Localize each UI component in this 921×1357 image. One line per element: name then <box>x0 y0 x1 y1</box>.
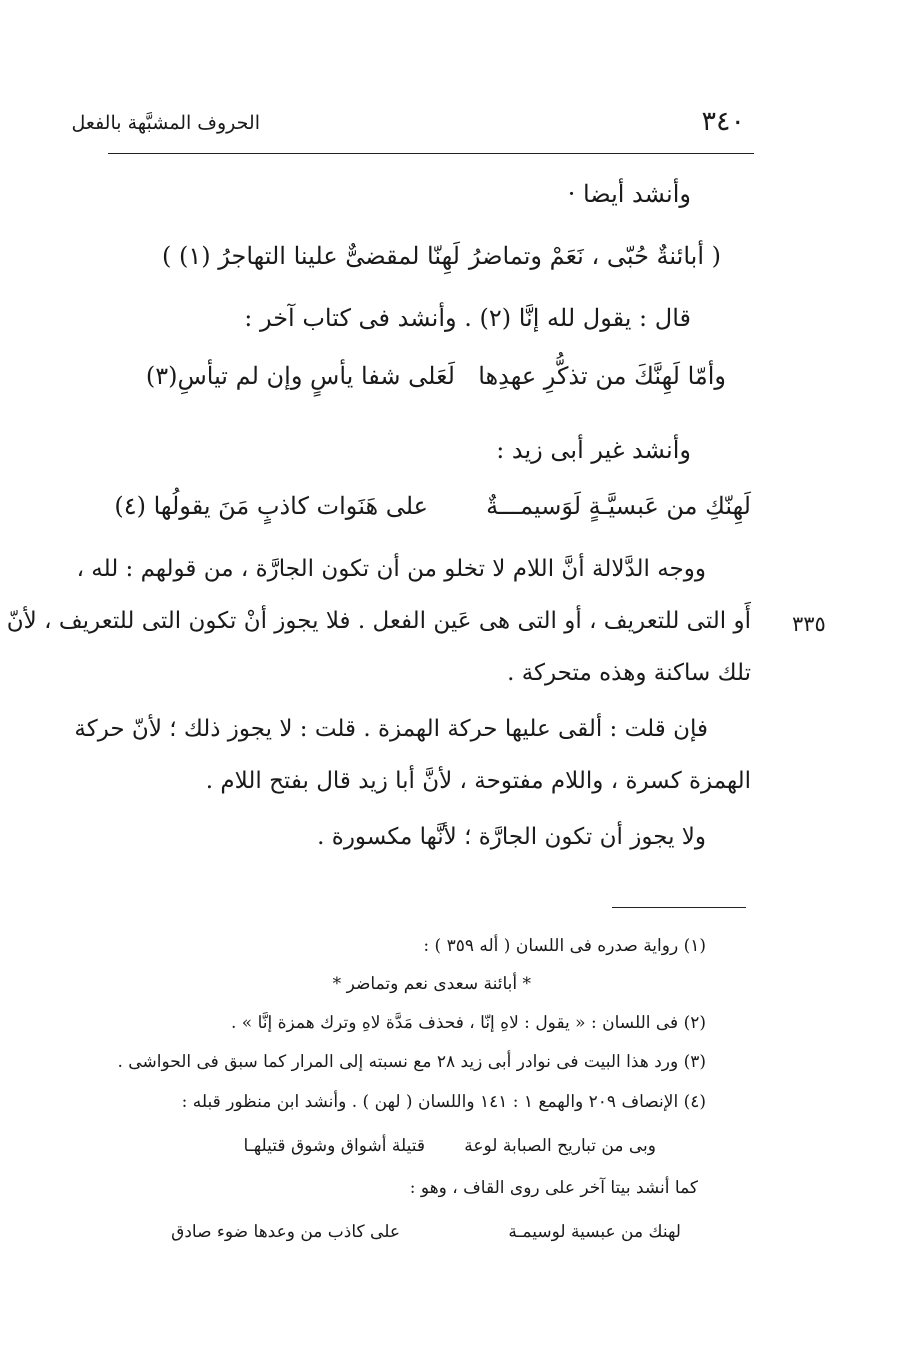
intro-line: وأنشد أيضا · <box>567 180 691 208</box>
paragraph2-line2: الهمزة كسرة ، واللام مفتوحة ، لأنَّ أبا زيد قال بفتح اللام . <box>205 768 751 794</box>
verse1-hemistich-left: لَهِنّا لمقضىٌّ علينا التهاجرُ (١) ) <box>162 242 460 270</box>
footnote-1-quote: * أبائنة سعدى نعم وتماضر * <box>332 974 531 994</box>
paragraph3: ولا يجوز أن تكون الجارَّة ؛ لأنَّها مكسورة . <box>317 824 706 850</box>
verse2-hemistich-left: لَعَلى شفا يأسٍ وإن لم تيأسِ(٣) <box>145 362 455 390</box>
footnote-2: (٢) فى اللسان : « يقول : لاهِ إنّا ، فحذف مَدَّة لاهِ وترك همزة إنَّا » . <box>230 1013 706 1033</box>
verse3-hemistich-right: لَهِنّكِ من عَبسيَّـةٍ لَوَسيمـــةٌ <box>486 492 751 520</box>
footnote-4-verse1-right: وبى من تباريح الصبابة لوعة <box>464 1136 656 1156</box>
paragraph1-line2: أَو التى للتعريف ، أو التى هى عَين الفعل . فلا يجوز أنْ تكون التى للتعريف ، لأنّ <box>6 608 751 634</box>
header-rule <box>108 153 754 154</box>
text-line-3: وأنشد غير أبى زيد : <box>496 436 691 464</box>
verse1-hemistich-right: ( أبائنةٌ حُبّى ، نَعَمْ وتماضرُ <box>468 242 721 270</box>
footnote-rule <box>612 907 746 908</box>
verse2-hemistich-right: وأمّا لَهِنَّكَ من تذكُّرِ عهدِها <box>478 362 726 390</box>
running-title: الحروف المشبَّهة بالفعل <box>71 112 260 134</box>
footnote-4-verse2-left: على كاذب من وعدها ضوء صادق <box>171 1222 400 1242</box>
margin-number: ٣٣٥ <box>792 612 826 636</box>
verse3-hemistich-left: على هَنَوات كاذبٍ مَنَ يقولُها (٤) <box>114 492 428 520</box>
footnote-4-verse2-right: لهنك من عبسية لوسيمـة <box>508 1222 681 1242</box>
paragraph1-line1: ووجه الدَّلالة أنَّ اللام لا تخلو من أن تكون الجارَّة ، من قولهم : لله ، <box>76 556 706 582</box>
page-number: ٣٤٠ <box>701 106 745 137</box>
footnote-1: (١) رواية صدره فى اللسان ( أله ٣٥٩ ) : <box>423 936 706 956</box>
text-line-2: قال : يقول لله إنَّا (٢) . وأنشد فى كتاب آخر : <box>244 304 691 332</box>
footnote-4: (٤) الإنصاف ٢٠٩ والهمع ١ : ١٤١ واللسان ( لهن ) . وأنشد ابن منظور قبله : <box>181 1092 706 1112</box>
footnote-4-verse1-left: قتيلة أشواق وشوق قتيلهـا <box>243 1136 425 1156</box>
paragraph1-line3: تلك ساكنة وهذه متحركة . <box>507 660 751 686</box>
footnote-4-line: كما أنشد بيتا آخر على روى القاف ، وهو : <box>409 1178 698 1198</box>
paragraph2-line1: فإن قلت : ألقى عليها حركة الهمزة . قلت : لا يجوز ذلك ؛ لأنّ حركة <box>74 716 708 742</box>
footnote-3: (٣) ورد هذا البيت فى نوادر أبى زيد ٢٨ مع نسبته إلى المرار كما سبق فى الحواشى . <box>117 1052 706 1072</box>
